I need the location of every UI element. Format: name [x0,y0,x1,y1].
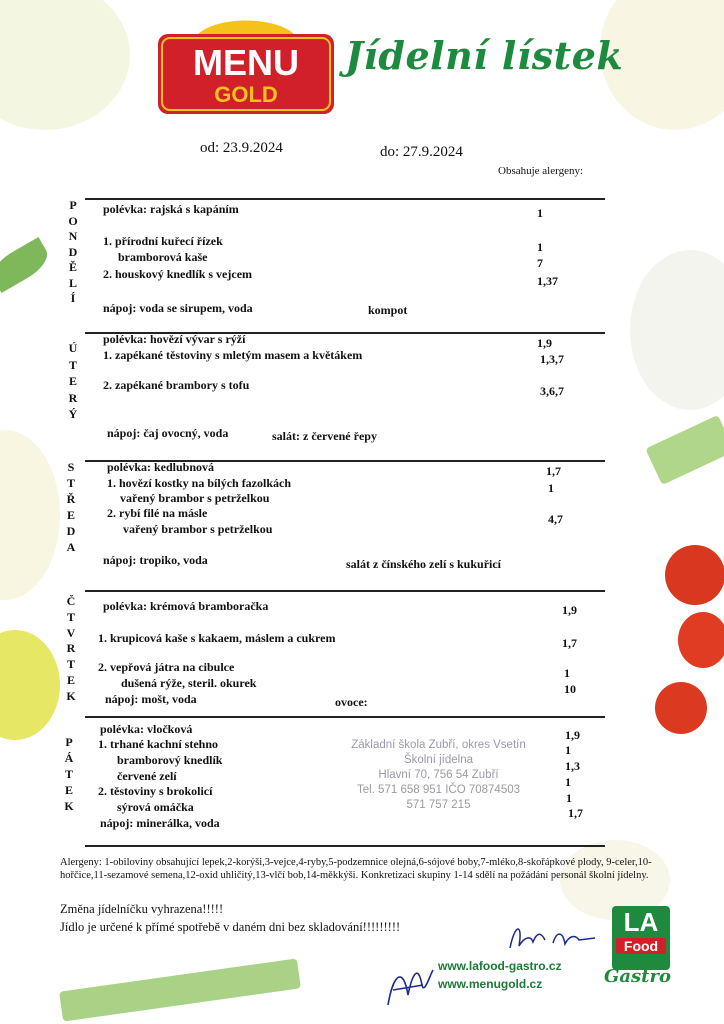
monday-meal1: 1. přírodní kuřecí řízek [103,234,223,248]
bg-herb-bottom-left [59,958,301,1021]
stamp-line-4: Tel. 571 658 951 IČO 70874503 [356,784,521,796]
logo-text-gold: GOLD [214,82,278,107]
wednesday-drink: nápoj: tropiko, voda [103,553,208,567]
tuesday-extra: salát: z červené řepy [272,429,377,443]
bg-decoration-left-mid [0,430,60,600]
divider-bottom [85,845,605,847]
school-stamp [336,738,541,816]
friday-soup-allergens: 1,9 [565,728,580,742]
stamp-line-2: Školní jídelna [403,754,474,766]
bg-pepper-left [0,630,60,740]
tomato-2 [678,612,724,668]
stamp-line-5: 571 757 215 [406,799,471,811]
day-label-wednesday: S T Ř E D A [66,460,76,554]
wednesday-meal2-allergens: 4,7 [548,512,563,526]
monday-soup: polévka: rajská s kapáním [103,202,239,216]
date-to: do: 27.9.2024 [380,144,463,160]
tuesday-meal1-allergens: 1,3,7 [540,352,564,366]
la-logo-mid: Food [616,938,666,954]
tomato-1 [665,545,724,605]
wednesday-soup-allergens: 1,7 [546,464,561,478]
wednesday-meal2-side: vařený brambor s petrželkou [123,522,273,536]
monday-extra: kompot [368,303,408,317]
date-from: od: 23.9.2024 [200,140,283,156]
day-label-monday: P O N D Ě L Í [68,198,78,305]
tuesday-soup: polévka: hovězí vývar s rýží [103,332,246,346]
change-notice: Změna jídelníčku vyhrazena!!!!! [60,902,224,916]
divider-thursday-friday [85,716,605,718]
stamp-line-1: Základní škola Zubří, okres Vsetín [351,739,526,751]
stamp-line-3: Hlavní 70, 756 54 Zubří [378,769,499,781]
friday-meal2-allergens: 1 [566,791,572,805]
tuesday-meal2: 2. zapékané brambory s tofu [103,378,250,392]
monday-meal2-allergens: 1,37 [537,274,558,288]
monday-meal1-side-allergens: 7 [537,256,543,270]
thursday-soup: polévka: krémová bramboračka [103,599,269,613]
friday-meal2-side: sýrová omáčka [117,800,194,814]
tuesday-meal2-allergens: 3,6,7 [540,384,564,398]
wednesday-extra: salát z čínského zelí s kukuřicí [346,557,502,571]
wednesday-soup: polévka: kedlubnová [107,460,215,474]
wednesday-meal1: 1. hovězí kostky na bílých fazolkách [107,476,292,490]
tomato-3 [655,682,707,734]
friday-drink: nápoj: minerálka, voda [100,816,220,830]
friday-meal1-side2-allergens: 1 [565,775,571,789]
divider-wednesday-thursday [85,590,605,592]
tuesday-drink: nápoj: čaj ovocný, voda [107,426,229,440]
friday-meal2-side-allergens: 1,7 [568,806,583,820]
thursday-meal2-side-allergens: 10 [564,682,576,696]
monday-soup-allergens: 1 [537,206,543,220]
monday-meal2: 2. houskový knedlík s vejcem [103,267,253,281]
website-lafood[interactable]: www.lafood-gastro.cz [438,959,562,973]
bg-leek-right [645,415,724,485]
day-label-thursday: Č T V R T E K [66,594,76,703]
friday-meal1-side2: červené zelí [117,769,177,783]
friday-meal1-side: bramborový knedlík [117,753,223,767]
monday-meal1-side: bramborová kaše [118,250,208,264]
la-logo-bottom: Gastro [604,966,671,987]
consumption-notice: Jídlo je určené k přímé spotřebě v daném dni bez skladování!!!!!!!!! [60,920,401,934]
thursday-meal2-allergens: 1 [564,666,570,680]
la-logo-top: LA [623,907,659,937]
day-label-friday: P Á T E K [64,735,74,813]
bg-decoration-right-mid [630,250,724,410]
allergen-legend: Alergeny: 1-obiloviny obsahující lepek,2-korýši,3-vejce,4-ryby,5-podzemnice olejná,6-sójové boby,7-mléko,8-skořápkové plody, 9-celer,10-hořčice,11-sezamové semena,12-oxid uhličitý,13-vlčí bob,14-měkkýši. Konkretizaci skupiny 1-14 sdělí na požádání personál školní jídelny. [60,857,652,881]
day-label-tuesday: Ú T E R Ý [68,341,78,421]
monday-meal1-allergens: 1 [537,240,543,254]
tuesday-meal1: 1. zapékané těstoviny s mletým masem a květákem [103,348,363,362]
signature-2 [378,955,438,1015]
thursday-extra: ovoce: [335,695,368,709]
friday-soup: polévka: vločková [100,722,193,736]
la-food-gastro-logo [612,906,670,970]
thursday-drink: nápoj: mošt, voda [105,692,197,706]
signature-1 [505,918,605,958]
friday-meal2: 2. těstoviny s brokolicí [98,784,213,798]
thursday-meal1-allergens: 1,7 [562,636,577,650]
bg-decoration-top-left [0,0,130,130]
divider-top [85,198,605,200]
wednesday-meal1-allergens: 1 [548,481,554,495]
page-title: Jídelní lístek [345,33,624,78]
menu-gold-logo [158,20,334,116]
thursday-meal2: 2. vepřová játra na cibulce [98,660,235,674]
friday-meal1-side-allergens: 1,3 [565,759,580,773]
friday-meal1-allergens: 1 [565,743,571,757]
thursday-meal2-side: dušená rýže, steril. okurek [121,676,257,690]
bg-leaf-left [0,237,53,293]
wednesday-meal1-side: vařený brambor s petrželkou [120,491,270,505]
allergen-header: Obsahuje alergeny: [498,165,584,177]
logo-text-menu: MENU [193,42,299,83]
website-menugold[interactable]: www.menugold.cz [438,977,543,991]
thursday-soup-allergens: 1,9 [562,603,577,617]
wednesday-meal2: 2. rybí filé na másle [107,506,208,520]
friday-meal1: 1. trhané kachní stehno [98,737,219,751]
tuesday-soup-allergens: 1,9 [537,336,552,350]
thursday-meal1: 1. krupicová kaše s kakaem, máslem a cukrem [98,631,336,645]
monday-drink: nápoj: voda se sirupem, voda [103,301,253,315]
